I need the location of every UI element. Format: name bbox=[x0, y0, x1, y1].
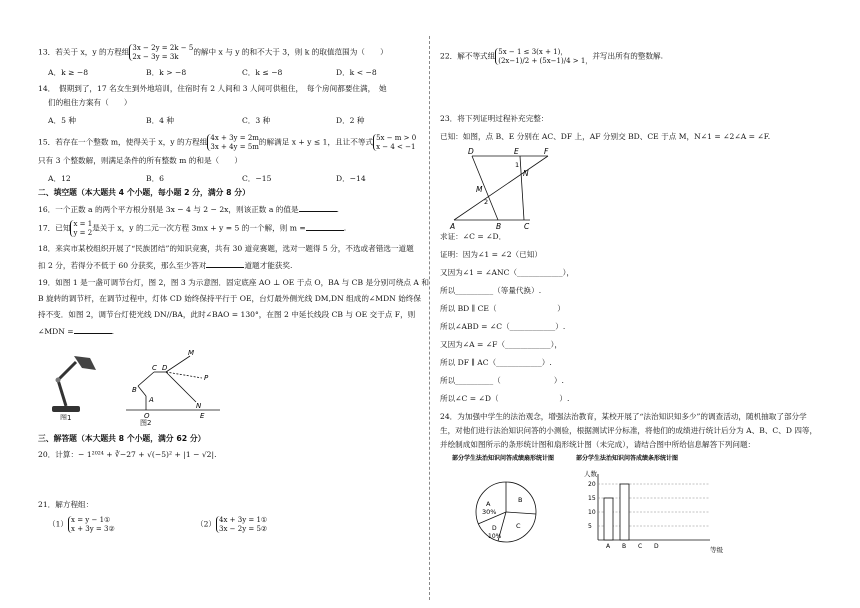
lamp-arm-lower bbox=[58, 380, 66, 406]
svg-text:M: M bbox=[188, 349, 195, 357]
question-23-title: 23．将下列证明过程补充完整： bbox=[440, 114, 549, 123]
option-b: B．4 种 bbox=[146, 116, 175, 125]
desk-lamp-figure bbox=[44, 350, 104, 420]
option-a: A．5 种 bbox=[48, 116, 76, 125]
svg-text:P: P bbox=[204, 374, 209, 382]
question-19-line2: B 旋转的调节杆，在调节过程中，灯体 CD 始终保持平行于 OE，台灯最外侧光线 DM,DN 组成的∠MDN 始终保 bbox=[38, 294, 421, 303]
question-19-line4: ∠MDN = . bbox=[38, 327, 115, 336]
question-15-cont: 只有 3 个整数解，则满足条件的所有整数 m 的和是（ ） bbox=[38, 156, 242, 165]
column-divider bbox=[429, 36, 430, 600]
y-tick-label: 15 bbox=[588, 495, 596, 502]
line-ab bbox=[138, 386, 146, 396]
pie-label: A bbox=[486, 500, 491, 508]
svg-text:A: A bbox=[149, 396, 154, 404]
proof-step: 又因为∠A = ∠F（____________）， bbox=[440, 340, 562, 349]
svg-text:O: O bbox=[144, 412, 150, 420]
option-b: B．6 bbox=[146, 174, 165, 183]
question-21-part-2: （2） 4x + 3y = 1① 3x − 2y = 5② bbox=[196, 516, 268, 533]
line-bc bbox=[138, 372, 154, 386]
svg-text:A: A bbox=[450, 222, 456, 230]
bar-x-label: 等级 bbox=[710, 546, 723, 554]
equation-system: 4x + 3y = 1① 3x − 2y = 5② bbox=[216, 516, 267, 533]
proof-step: 所以∠C = ∠D（ ）. bbox=[440, 394, 570, 403]
question-24-line2: 生，对他们进行法治知识问答的小测验，根据测试评分标准，将他们的成绩进行统计后分为 A、B、C、D 四等， bbox=[440, 426, 818, 435]
question-14-cont: 们的租住方案有（ ） bbox=[48, 98, 132, 107]
question-24-line1: 24．为加强中学生的法治观念，增强法治教育，某校开展了“法治知识知多少”的调查活动，随机抽取了部分学 bbox=[440, 412, 807, 421]
proof-step: 又因为∠1 = ∠ANC（____________）， bbox=[440, 268, 575, 277]
svg-text:N: N bbox=[523, 169, 529, 178]
lamp-joint bbox=[56, 378, 61, 383]
question-15: 15．若存在一个整数 m，使得关于 x，y 的方程组 4x + 3y = 2m 3x + 4y = 5m的解满足 x + y ≤ 1，且让不等式 5x − m > 0 x − 4 < −1 bbox=[38, 134, 417, 151]
answer-blank[interactable] bbox=[299, 204, 337, 212]
svg-text:M: M bbox=[476, 185, 483, 194]
pie-label: 30% bbox=[482, 508, 497, 516]
proof-step: 所以 DF ∥ AC（____________）. bbox=[440, 358, 552, 367]
question-18-line1: 18．来宾市某校组织开展了“民族团结”的知识竞赛，共有 30 道竞赛题，选对一题得 5 分，不选或者错选一道题 bbox=[38, 244, 414, 253]
left-column bbox=[38, 0, 429, 608]
svg-text:1: 1 bbox=[515, 161, 520, 169]
answer-blank[interactable] bbox=[306, 223, 344, 231]
svg-text:F: F bbox=[544, 147, 549, 156]
proof-step: 所以 BD ∥ CE（ ） bbox=[440, 304, 565, 313]
figure-2-caption: 图2 bbox=[140, 419, 152, 426]
equation-system: x = 1 y = 2 bbox=[70, 220, 92, 237]
equation-system: x = y − 1① x + 3y = 3② bbox=[68, 516, 115, 533]
question-19-line1: 19．如图 1 是一盏可调节台灯，图 2，图 3 为示意图．固定底座 AO ⊥ OE 于点 O，BA 与 CB 是分别可绕点 A 和 bbox=[38, 278, 429, 287]
option-c: C．−15 bbox=[242, 174, 272, 183]
option-a: A．12 bbox=[48, 174, 71, 183]
x-tick-label: C bbox=[638, 543, 643, 550]
svg-text:2: 2 bbox=[484, 198, 489, 206]
question-21-part-1: （1） x = y − 1① x + 3y = 3② bbox=[48, 516, 115, 533]
section-fill-in-heading: 二、填空题（本大题共 4 个小题，每小题 2 分，满分 8 分） bbox=[38, 188, 250, 197]
proof-step: 所以∠ABD = ∠C（____________）. bbox=[440, 322, 566, 331]
question-24-line3: 并绘制成如图所示的条形统计图和扇形统计图（未完成），请结合图中所给信息解答下列问题： bbox=[440, 440, 756, 449]
question-23-prove: 求证：∠C = ∠D． bbox=[440, 232, 507, 241]
svg-text:E: E bbox=[514, 147, 519, 156]
pie-chart-title: 部分学生法治知识问答成绩扇形统计图 bbox=[452, 455, 555, 462]
y-tick-label: 5 bbox=[588, 523, 592, 530]
pie-label: B bbox=[518, 496, 523, 504]
svg-text:B: B bbox=[496, 222, 502, 230]
bar-y-label: 人数 bbox=[584, 470, 597, 478]
option-d: D．−14 bbox=[336, 174, 366, 183]
equation-system: 4x + 3y = 2m 3x + 4y = 5m bbox=[207, 134, 259, 151]
option-d: D．k < −8 bbox=[336, 68, 377, 77]
answer-blank[interactable] bbox=[206, 260, 244, 268]
pie-label: 10% bbox=[488, 533, 502, 540]
svg-text:C: C bbox=[524, 222, 530, 230]
option-c: C．k ≤ −8 bbox=[242, 68, 283, 77]
option-b: B．k > −8 bbox=[146, 68, 187, 77]
svg-text:D: D bbox=[468, 147, 474, 156]
line-af bbox=[454, 156, 548, 220]
bar-chart-title: 部分学生法治知识问答成绩条形统计图 bbox=[576, 455, 679, 462]
inequality-system: 5x − m > 0 x − 4 < −1 bbox=[373, 134, 416, 151]
x-tick-label: A bbox=[606, 543, 611, 550]
pie-label: D bbox=[492, 525, 497, 532]
question-13: 13．若关于 x，y 的方程组 3x − 2y = 2k − 5 2x − 3y = 3k 的解中 x 与 y 的和不大于 3，则 k 的取值范围为（ ） bbox=[38, 44, 388, 61]
svg-text:D: D bbox=[162, 364, 168, 372]
svg-text:E: E bbox=[200, 412, 205, 420]
pie-chart bbox=[448, 448, 568, 548]
answer-blank[interactable] bbox=[74, 326, 112, 334]
option-a: A．k ≥ −8 bbox=[48, 68, 89, 77]
y-tick-label: 20 bbox=[588, 481, 596, 488]
x-tick-label: D bbox=[654, 543, 659, 550]
question-20: 20．计算：− 1²⁰²⁴ + ∛−27 + √(−5)² + |1 − √2|. bbox=[38, 450, 217, 459]
proof-step: 证明：因为∠1 = ∠2（已知） bbox=[440, 250, 542, 259]
question-14: 14． 假期到了，17 名女生到外地培训，住宿时有 2 人间和 3 人间可供租住， 每个房间都要住满， 她 bbox=[38, 84, 387, 93]
question-21: 21．解方程组： bbox=[38, 500, 94, 509]
lamp-arm-upper bbox=[58, 362, 76, 380]
parallel-lines-figure bbox=[444, 142, 554, 230]
question-17: 17．已知 x = 1 y = 2是关于 x，y 的二元一次方程 3mx + y = 5 的一个解，则 m = . bbox=[38, 220, 347, 237]
right-column bbox=[440, 0, 828, 608]
ray-dm bbox=[166, 356, 190, 372]
question-23-given: 已知：如图，点 B、E 分别在 AC、DF 上，AF 分别交 BD、CE 于点 M，N∠1 = ∠2∠A = ∠F. bbox=[440, 132, 771, 141]
svg-text:N: N bbox=[196, 402, 202, 410]
bar bbox=[604, 498, 613, 540]
question-16: 16．一个正数 a 的两个平方根分别是 3x − 4 与 2 − 2x，则该正数 a 的值是 . bbox=[38, 205, 339, 214]
pie-label: C bbox=[516, 522, 521, 530]
proof-step: 所以__________（ ）. bbox=[440, 376, 564, 385]
lamp-head bbox=[74, 356, 96, 370]
inequality-system: 5x − 1 ≤ 3(x + 1)， (2x−1)/2 + (5x−1)/4 > 1， bbox=[495, 48, 592, 65]
question-22: 22．解不等式组 5x − 1 ≤ 3(x + 1)， (2x−1)/2 + (5x−1)/4 > 1，并写出所有的整数解. bbox=[440, 48, 664, 65]
figure-1-caption: 图1 bbox=[60, 414, 72, 420]
section-solve-heading: 三、解答题（本大题共 8 个小题，满分 62 分） bbox=[38, 434, 206, 443]
lamp-geometry-figure-2 bbox=[116, 346, 226, 426]
bar-chart bbox=[576, 448, 756, 558]
question-19-line3: 持不变．如图 2，调节台灯使光线 DN//BA，此时∠BAO = 130°，在图 2 中延长线段 CB 与 OE 交于点 F，则 bbox=[38, 310, 416, 319]
proof-step: 所以__________（等量代换）. bbox=[440, 286, 542, 295]
equation-system: 3x − 2y = 2k − 5 2x − 3y = 3k bbox=[129, 44, 193, 61]
line-ce bbox=[520, 156, 524, 220]
y-tick-label: 10 bbox=[588, 509, 596, 516]
bar bbox=[620, 484, 629, 540]
svg-text:B: B bbox=[132, 386, 137, 394]
x-tick-label: B bbox=[622, 543, 627, 550]
option-c: C．3 种 bbox=[242, 116, 271, 125]
lamp-base bbox=[52, 406, 80, 412]
option-d: D．2 种 bbox=[336, 116, 365, 125]
question-18-line2: 扣 2 分，若得分不低于 60 分获奖，那么至少答对 道题才能获奖. bbox=[38, 261, 293, 270]
svg-text:C: C bbox=[152, 364, 157, 372]
